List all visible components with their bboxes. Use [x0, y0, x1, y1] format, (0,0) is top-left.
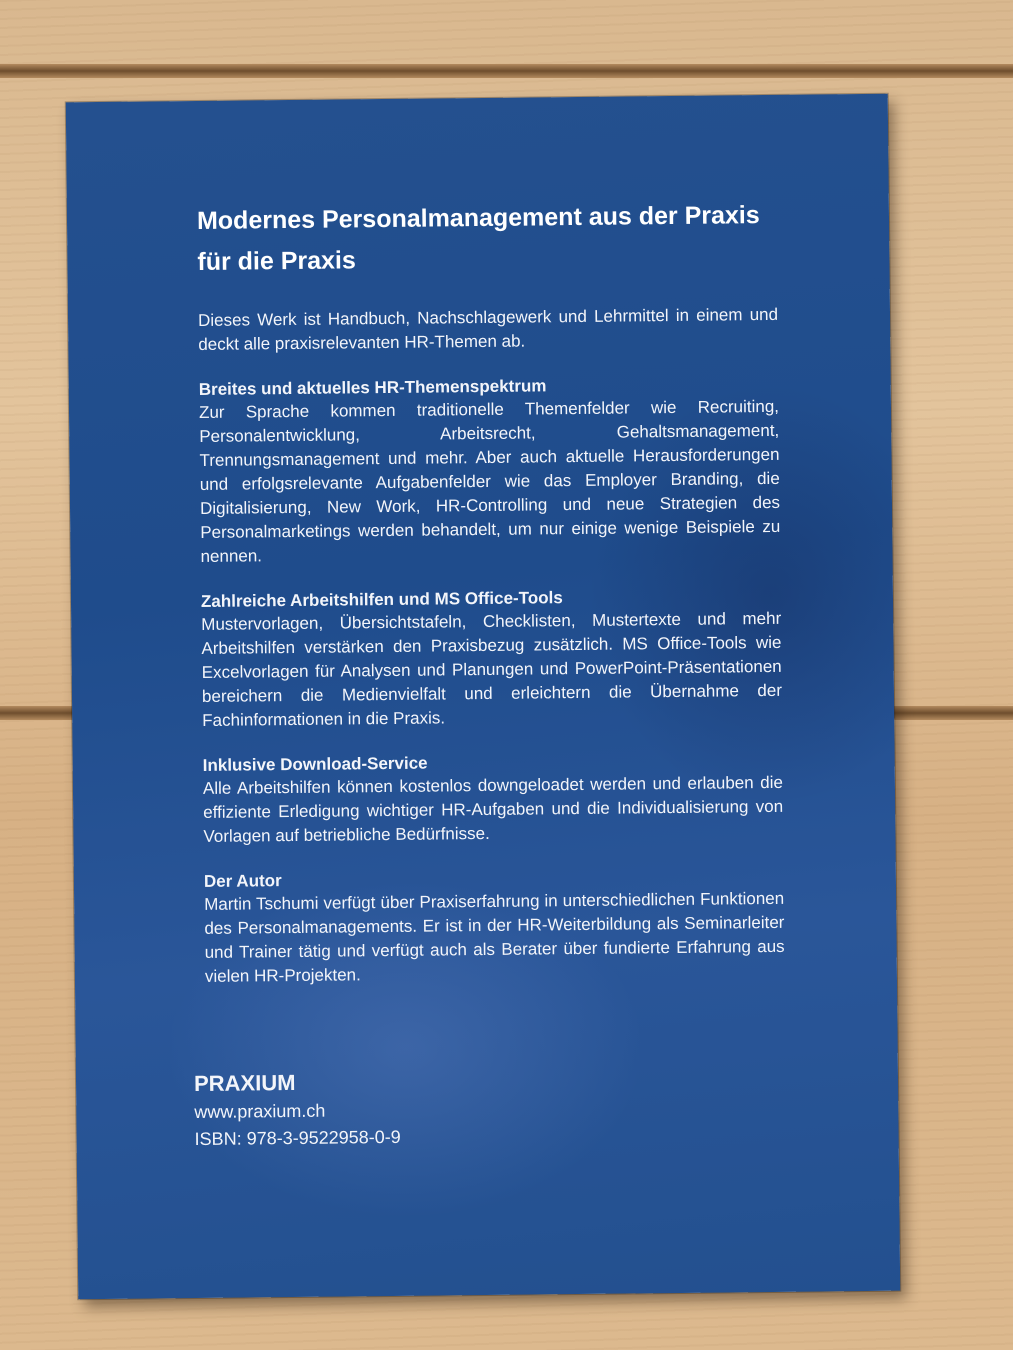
section-body: Martin Tschumi verfügt über Praxiserfahrung in unterschiedlichen Funktionen des Personalmanagements. Er ist in der HR-Weiterbildung als Seminarleiter und Trainer tätig und verfügt auch als Berater über fundierte Erfahrung aus vielen HR-Projekten. [204, 888, 785, 986]
cover-title: Modernes Personalmanagement aus der Praxis für die Praxis [196, 201, 760, 276]
publisher-name: PRAXIUM [193, 1069, 296, 1097]
section-themenspektrum [199, 373, 781, 569]
publisher-block [194, 1067, 401, 1153]
section-body: Alle Arbeitshilfen können kostenlos downgeloadet werden und erlauben die effiziente Erledigung wichtiger HR-Aufgaben und die Individualisierung von Vorlagen auf betriebliche Bedürfnisse. [202, 772, 784, 846]
section-heading: Breites und aktuelles HR-Themenspektrum [198, 376, 547, 399]
section-heading: Der Autor [203, 871, 282, 891]
section-heading: Inklusive Download-Service [202, 753, 428, 775]
section-body: Zur Sprache kommen traditionelle Themenfelder wie Recruiting, Personalentwicklung, Arbeitsrecht, Gehaltsmanagement, Trennungsmanagement und mehr. Aber auch aktuelle Herausforderungen und erfolgsrelevante Aufgabenfelder wie das Employer Branding, die Digitalisierung, New Work, HR-Controlling und neue Strategien des Personalmarketings werden behandelt, um nur einige wenige Beispiele zu nennen. [198, 396, 781, 566]
section-body: Mustervorlagen, Übersichtstafeln, Checklisten, Mustertexte und mehr Arbeitshilfen verstärken den Praxisbezug zusätzlich. MS Office-Tools wie Excelvorlagen für Analysen und Planungen und PowerPoint-Präsentationen bereichern die Medienvielfalt und erleichtern die Übernahme der Fachinformationen in die Praxis. [201, 608, 783, 730]
book-back-cover [66, 94, 900, 1300]
wood-plank-seam-top [0, 64, 1013, 78]
cover-intro: Dieses Werk ist Handbuch, Nachschlagewerk und Lehrmittel in einem und deckt alle praxisrelevanten HR-Themen ab. [197, 304, 779, 354]
section-autor [204, 865, 785, 989]
section-arbeitshilfen [201, 585, 782, 733]
isbn-number: ISBN: 978-3-9522958-0-9 [194, 1126, 401, 1150]
publisher-website: www.praxium.ch [194, 1100, 326, 1123]
cover-text-area [197, 195, 785, 1011]
section-heading: Zahlreiche Arbeitshilfen und MS Office-Tools [200, 588, 563, 611]
section-download-service [203, 749, 784, 849]
